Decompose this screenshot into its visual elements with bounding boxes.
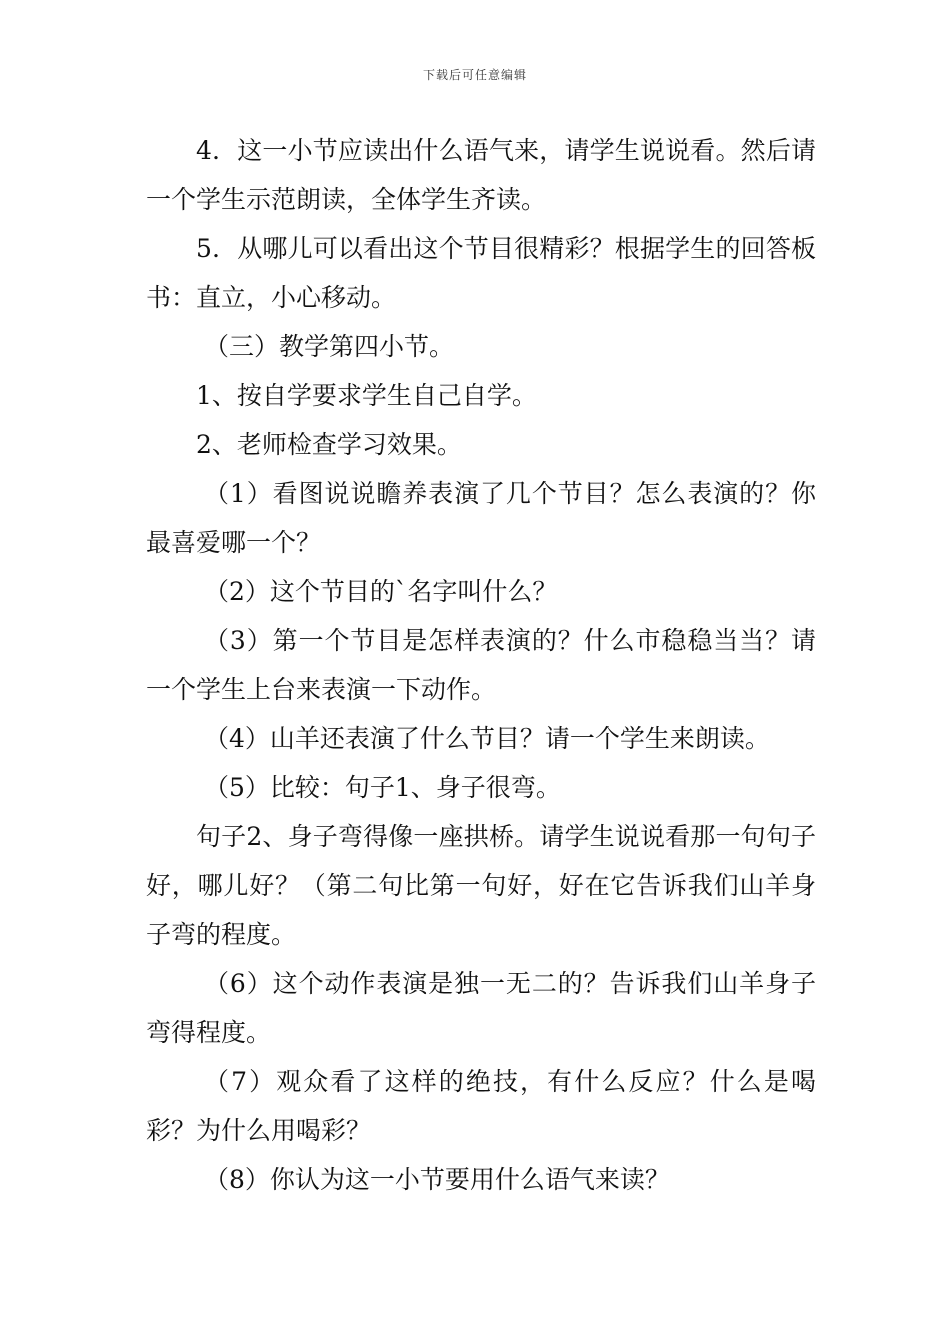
question-6: （6）这个动作表演是独一无二的？告诉我们山羊身子弯得程度。 xyxy=(146,969,816,1047)
paragraph-item-1: 1、按自学要求学生自己自学。 xyxy=(196,381,537,410)
comparison-sentence-2: 句子2、身子弯得像一座拱桥。请学生说说看那一句句子好，哪儿好？（第二句比第一句好，好在它告诉我们山羊身子弯的程度。 xyxy=(146,822,816,949)
question-7: （7）观众看了这样的绝技，有什么反应？什么是喝彩？为什么用喝彩？ xyxy=(146,1067,816,1145)
question-2: （2）这个节目的`名字叫什么？ xyxy=(204,577,558,606)
document-body xyxy=(146,126,816,1204)
question-8: （8）你认为这一小节要用什么语气来读？ xyxy=(204,1165,670,1194)
paragraph-item-2: 2、老师检查学习效果。 xyxy=(196,430,462,459)
paragraph-step-4: 4．这一小节应读出什么语气来，请学生说说看。然后请一个学生示范朗读，全体学生齐读。 xyxy=(146,136,816,214)
question-3: （3）第一个节目是怎样表演的？什么市稳稳当当？请一个学生上台来表演一下动作。 xyxy=(146,626,816,704)
paragraph-step-5: 5．从哪儿可以看出这个节目很精彩？根据学生的回答板书：直立，小心移动。 xyxy=(146,234,816,312)
question-5: （5）比较：句子1、身子很弯。 xyxy=(204,773,561,802)
page-header: 下载后可任意编辑 xyxy=(422,68,527,82)
question-4: （4）山羊还表演了什么节目？请一个学生来朗读。 xyxy=(204,724,770,753)
question-1: （1）看图说说瞻养表演了几个节目？怎么表演的？你最喜爱哪一个？ xyxy=(146,479,816,557)
section-heading-3: （三）教学第四小节。 xyxy=(204,332,455,361)
